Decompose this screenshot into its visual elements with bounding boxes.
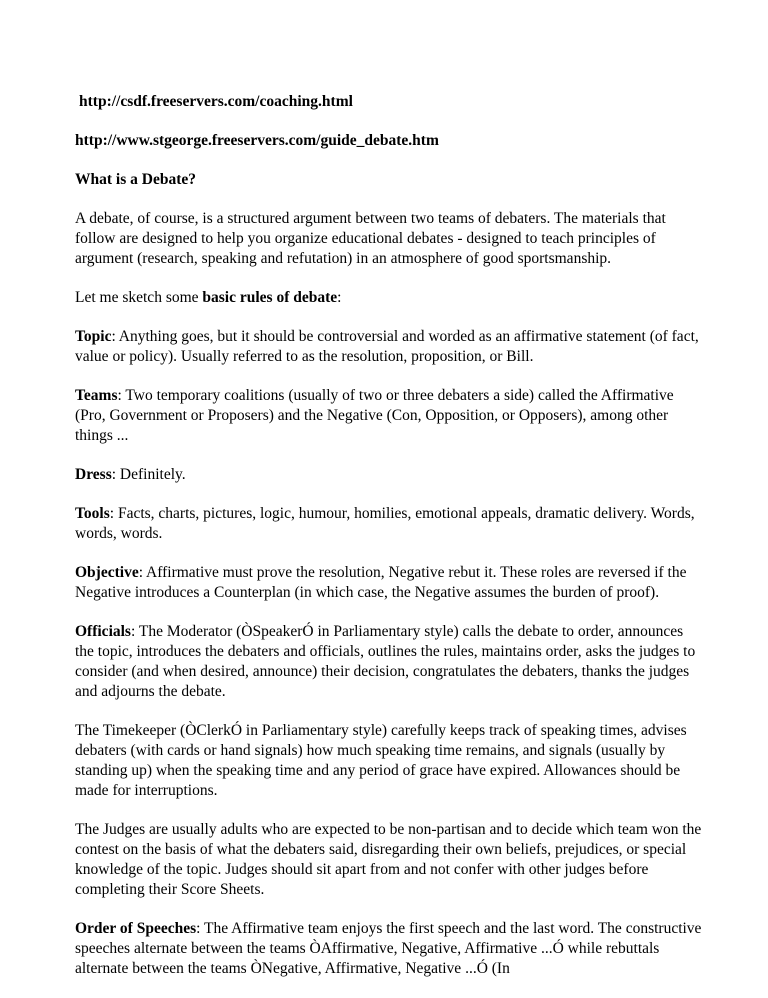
rule-term: Objective [75,564,139,581]
rule-objective [75,563,705,603]
rule-dress [75,465,705,485]
judges-paragraph: The Judges are usually adults who are expected to be non-partisan and to decide which team won the contest on the basis of what the debaters said, disregarding their own beliefs, prejudices, or special knowledge of the topic. Judges should sit apart from and not confer with other judges before completing their Score Sheets. [75,821,702,898]
rule-term: Topic [75,328,112,345]
rule-tools [75,504,705,544]
timekeeper-paragraph: The Timekeeper (ÒClerkÓ in Parliamentary style) carefully keeps track of speaking times, advises debaters (with cards or hand signals) how much speaking time remains, and signals (usually by standing up) when the speaking time and any period of grace have expired. Allowances should be made for interruptions. [75,722,687,799]
rule-term: Officials [75,623,131,640]
rules-intro-bold: basic rules of debate [202,289,338,306]
rule-text: : Facts, charts, pictures, logic, humour, homilies, emotional appeals, dramatic delivery. Words, words, words. [75,505,695,542]
rule-text: : Anything goes, but it should be controversial and worded as an affirmative statement (of fact, value or policy). Usually referred to as the resolution, proposition, or Bill. [75,328,699,365]
section-heading: What is a Debate? [75,171,196,188]
rule-text: : The Moderator (ÒSpeakerÓ in Parliamentary style) calls the debate to order, announces the topic, introduces the debaters and officials, outlines the rules, maintains order, asks the judges to consider (and when desired, announce) their decision, congratulates the debaters, thanks the judges and adjourns the debate. [75,623,696,700]
rule-text: : Two temporary coalitions (usually of two or three debaters a side) called the Affirmative (Pro, Government or Proposers) and the Negative (Con, Opposition, or Opposers), among other things ... [75,387,674,444]
rules-intro-suffix: : [337,289,342,306]
rule-teams [75,386,705,446]
rule-term: Tools [75,505,110,522]
rule-term: Teams [75,387,118,404]
rule-text: : Definitely. [111,466,186,483]
order-text: : The Affirmative team enjoys the first speech and the last word. The constructive speeches alternate between the teams ÒAffirmative, Negative, Affirmative ...Ó while rebuttals alternate between the teams ÒNegative, Affirmative, Negative ...Ó (In [75,920,702,977]
rule-officials [75,622,705,702]
order-term: Order of Speeches [75,920,197,937]
rule-text: : Affirmative must prove the resolution, Negative rebut it. These roles are reversed if the Negative introduces a Counterplan (in which case, the Negative assumes the burden of proof). [75,564,687,601]
order-of-speeches-paragraph [75,919,705,979]
rules-intro-prefix: Let me sketch some [75,289,203,306]
source-link-guide-debate[interactable]: http://www.stgeorge.freeservers.com/guide_debate.htm [75,132,439,149]
rule-topic [75,327,705,367]
rules-intro-paragraph [75,288,705,308]
rule-term: Dress [75,466,112,483]
source-link-coaching[interactable]: http://csdf.freeservers.com/coaching.html [79,93,353,110]
document-page [75,92,705,998]
intro-paragraph: A debate, of course, is a structured argument between two teams of debaters. The materials that follow are designed to help you organize educational debates - designed to teach principles of argument (research, speaking and refutation) in an atmosphere of good sportsmanship. [75,210,666,267]
